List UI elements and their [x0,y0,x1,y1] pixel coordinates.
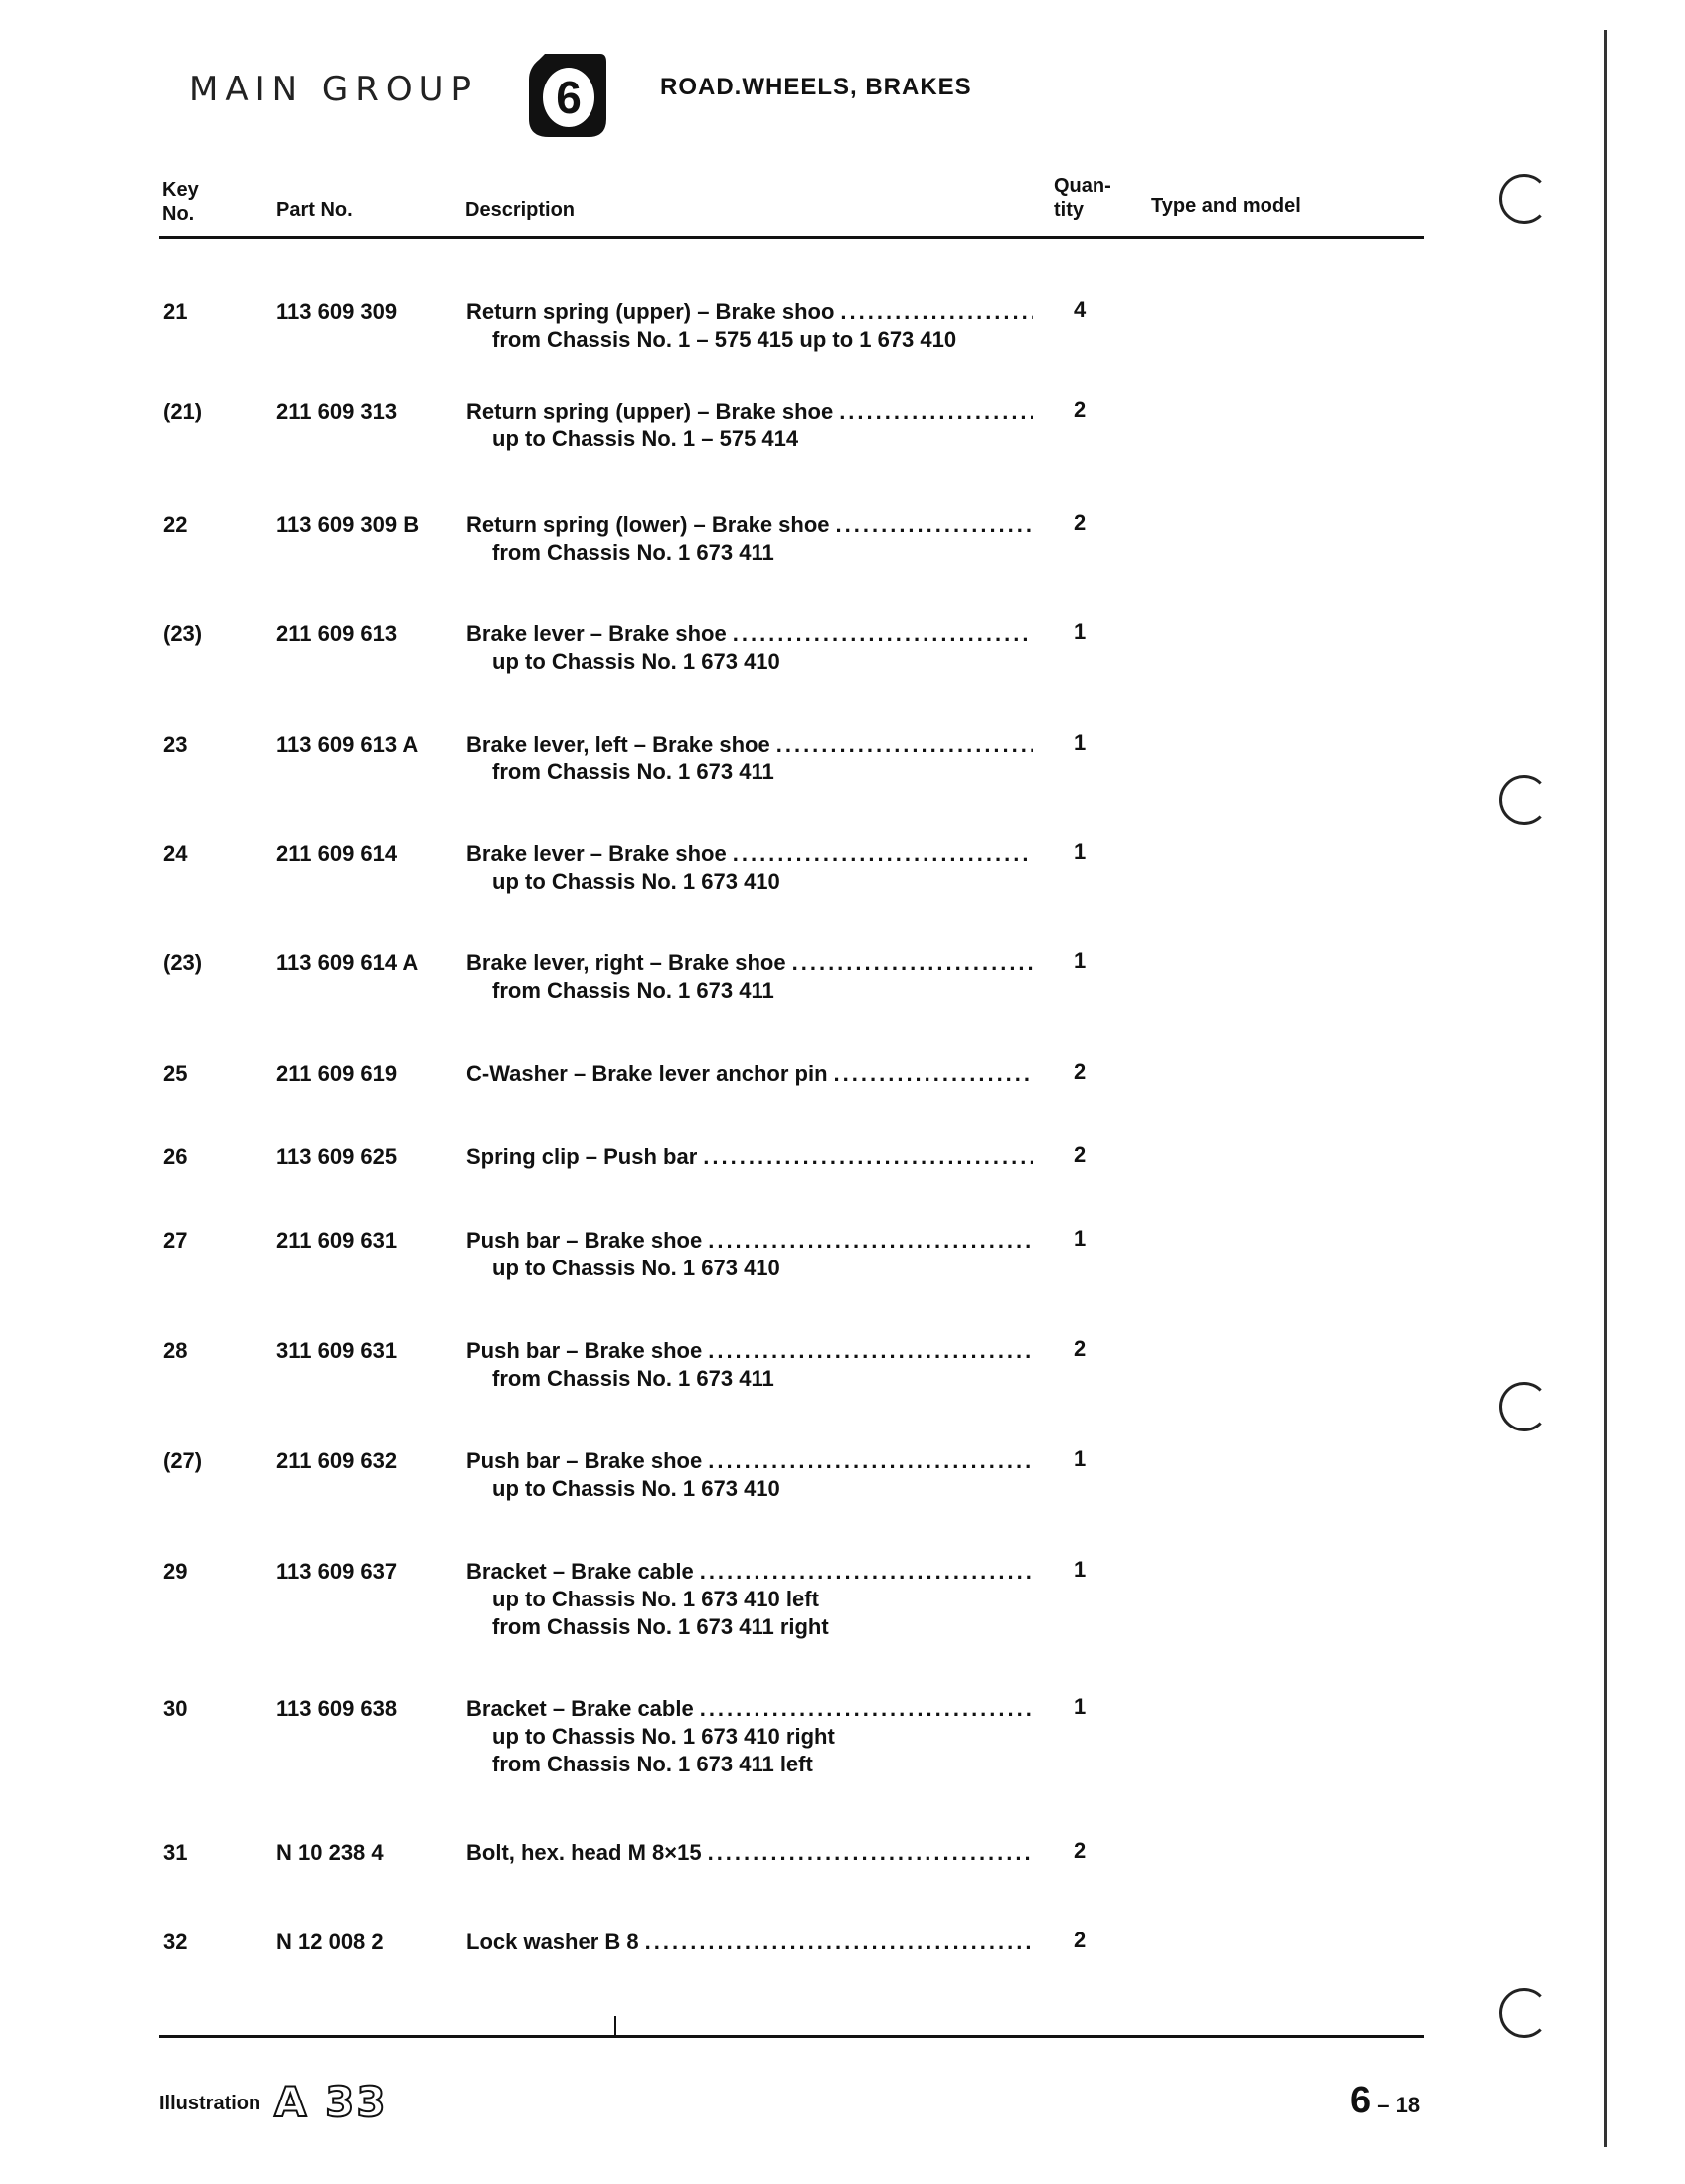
binder-hole-icon [1499,775,1549,825]
row-quantity: 2 [1074,1928,1087,1952]
dot-leader [700,1695,1033,1723]
dot-leader [645,1929,1033,1956]
row-description-sub: up to Chassis No. 1 673 410 [492,1256,780,1280]
row-key-no: (23) [163,950,203,975]
row-description [466,1839,1033,1867]
dot-leader [836,511,1033,539]
row-part-no: 113 609 638 [276,1696,398,1721]
binder-hole-icon [1499,174,1549,224]
group-number: 6 [556,72,582,123]
row-quantity: 1 [1074,1226,1087,1251]
row-description-main [466,298,1033,326]
row-description-sub: up to Chassis No. 1 673 410 right [492,1724,835,1749]
row-part-no: 113 609 625 [276,1144,398,1169]
row-description-text: Bracket – Brake cable [466,1559,694,1584]
row-part-no: 113 609 309 B [276,512,420,537]
row-key-no: 28 [163,1338,188,1363]
row-quantity: 2 [1074,1059,1087,1084]
row-quantity: 1 [1074,839,1087,864]
row-quantity: 1 [1074,1557,1087,1582]
row-key-no: (27) [163,1448,203,1473]
row-description [466,1337,1033,1393]
row-description [466,620,1033,676]
row-description-main [466,1695,1033,1723]
row-description-main [466,731,1033,758]
row-description [466,1447,1033,1503]
dot-leader [839,398,1033,425]
row-description-text: Brake lever – Brake shoe [466,621,727,646]
row-description-text: Push bar – Brake shoe [466,1338,703,1363]
row-key-no: 31 [163,1840,188,1865]
row-key-no: 30 [163,1696,188,1721]
binder-hole-icon [1499,1988,1549,2038]
row-description [466,511,1033,567]
row-part-no: 211 609 313 [276,399,398,423]
row-quantity: 1 [1074,948,1087,973]
row-part-no: 211 609 613 [276,621,398,646]
dot-leader [708,1447,1033,1475]
row-part-no: N 12 008 2 [276,1930,384,1954]
row-description-sub: from Chassis No. 1 673 411 [492,540,774,565]
row-description-sub: from Chassis No. 1 – 575 415 up to 1 673 410 [492,327,957,352]
column-headers [0,174,1685,253]
row-part-no: 311 609 631 [276,1338,398,1363]
row-key-no: 29 [163,1559,188,1584]
column-type-model: Type and model [1151,195,1301,217]
dot-leader [708,1337,1033,1365]
row-description-sub: up to Chassis No. 1 673 410 [492,649,780,674]
row-part-no: 113 609 309 [276,299,398,324]
illustration-number: A 33 [274,2078,388,2126]
row-part-no: 211 609 631 [276,1228,398,1253]
row-key-no: 26 [163,1144,188,1169]
row-key-no: 23 [163,732,188,756]
row-description-main [466,949,1033,977]
row-description-sub: from Chassis No. 1 673 411 left [492,1752,813,1776]
row-description-main [466,1558,1033,1586]
footer-rule [159,2035,1424,2038]
row-part-no: 113 609 614 A [276,950,419,975]
row-description [466,1558,1033,1641]
row-description-text: Bolt, hex. head M 8×15 [466,1840,702,1865]
row-quantity: 4 [1074,297,1087,322]
dot-leader [708,1227,1033,1255]
row-quantity: 1 [1074,619,1087,644]
row-quantity: 2 [1074,397,1087,421]
row-description-text: Return spring (upper) – Brake shoo [466,299,835,324]
row-description-main [466,511,1033,539]
row-quantity: 2 [1074,1838,1087,1863]
column-part-no: Part No. [276,199,353,221]
row-description-text: Push bar – Brake shoe [466,1228,703,1253]
row-description-sub: from Chassis No. 1 673 411 right [492,1614,829,1639]
dot-leader [776,731,1033,758]
row-description-text: Bracket – Brake cable [466,1696,694,1721]
dot-leader [733,620,1033,648]
binder-hole-icon [1499,1382,1549,1431]
row-description-main [466,1839,1033,1867]
row-description [466,1929,1033,1956]
row-description-sub: up to Chassis No. 1 673 410 [492,1476,780,1501]
row-description-main [466,1447,1033,1475]
row-part-no: 113 609 613 A [276,732,419,756]
footer-tick [614,2016,616,2038]
dot-leader [792,949,1033,977]
row-description [466,1143,1033,1171]
row-description [466,1695,1033,1778]
column-quantity: Quan-tity [1054,175,1111,221]
column-key-no: Key No. [162,179,199,225]
row-part-no: N 10 238 4 [276,1840,384,1865]
page-number [1350,2080,1420,2122]
row-description-main [466,840,1033,868]
row-part-no: 211 609 632 [276,1448,398,1473]
row-description [466,398,1033,453]
row-description-main [466,1143,1033,1171]
row-description-text: Lock washer B 8 [466,1930,639,1954]
page-number-main: 6 [1350,2080,1372,2121]
row-description [466,731,1033,786]
row-description-main [466,620,1033,648]
row-key-no: (21) [163,399,203,423]
dot-leader [834,1060,1033,1088]
row-description-main [466,1060,1033,1088]
group-number-badge [525,50,608,141]
row-description-text: Brake lever – Brake shoe [466,841,727,866]
row-description [466,1060,1033,1088]
row-quantity: 2 [1074,510,1087,535]
row-description-main [466,1929,1033,1956]
row-part-no: 211 609 619 [276,1061,398,1086]
row-description [466,949,1033,1005]
row-quantity: 1 [1074,1446,1087,1471]
section-title: ROAD.WHEELS, BRAKES [660,74,972,100]
row-description-sub: from Chassis No. 1 673 411 [492,978,774,1003]
row-key-no: 21 [163,299,188,324]
row-description-sub: from Chassis No. 1 673 411 [492,759,774,784]
row-key-no: 27 [163,1228,188,1253]
row-description-sub: up to Chassis No. 1 673 410 left [492,1587,819,1611]
row-description [466,298,1033,354]
row-description-main [466,1337,1033,1365]
illustration-label: Illustration [159,2093,261,2114]
dot-leader [708,1839,1033,1867]
row-description-text: Return spring (lower) – Brake shoe [466,512,830,537]
row-description-text: Return spring (upper) – Brake shoe [466,399,834,423]
row-description [466,1227,1033,1282]
dot-leader [703,1143,1033,1171]
row-description-sub: from Chassis No. 1 673 411 [492,1366,774,1391]
row-description-text: Brake lever, right – Brake shoe [466,950,786,975]
dot-leader [700,1558,1033,1586]
dot-leader [840,298,1033,326]
row-quantity: 2 [1074,1142,1087,1167]
row-description [466,840,1033,896]
row-quantity: 1 [1074,1694,1087,1719]
row-description-text: Brake lever, left – Brake shoe [466,732,770,756]
row-quantity: 2 [1074,1336,1087,1361]
row-description-text: Push bar – Brake shoe [466,1448,703,1473]
row-description-main [466,398,1033,425]
row-key-no: 22 [163,512,188,537]
row-part-no: 113 609 637 [276,1559,398,1584]
page-number-sub: 18 [1395,2093,1421,2117]
row-key-no: 25 [163,1061,188,1086]
row-description-main [466,1227,1033,1255]
main-group-label: MAIN GROUP [189,70,478,109]
row-description-text: Spring clip – Push bar [466,1144,698,1169]
row-key-no: 24 [163,841,188,866]
row-description-sub: up to Chassis No. 1 – 575 414 [492,426,799,451]
row-quantity: 1 [1074,730,1087,755]
row-description-sub: up to Chassis No. 1 673 410 [492,869,780,894]
page-edge-line [1604,30,1607,2147]
dot-leader [733,840,1033,868]
row-key-no: (23) [163,621,203,646]
row-key-no: 32 [163,1930,188,1954]
header-rule [159,236,1424,239]
row-part-no: 211 609 614 [276,841,398,866]
page-number-separator: – [1371,2093,1396,2117]
row-description-text: C-Washer – Brake lever anchor pin [466,1061,828,1086]
column-description: Description [465,199,576,221]
